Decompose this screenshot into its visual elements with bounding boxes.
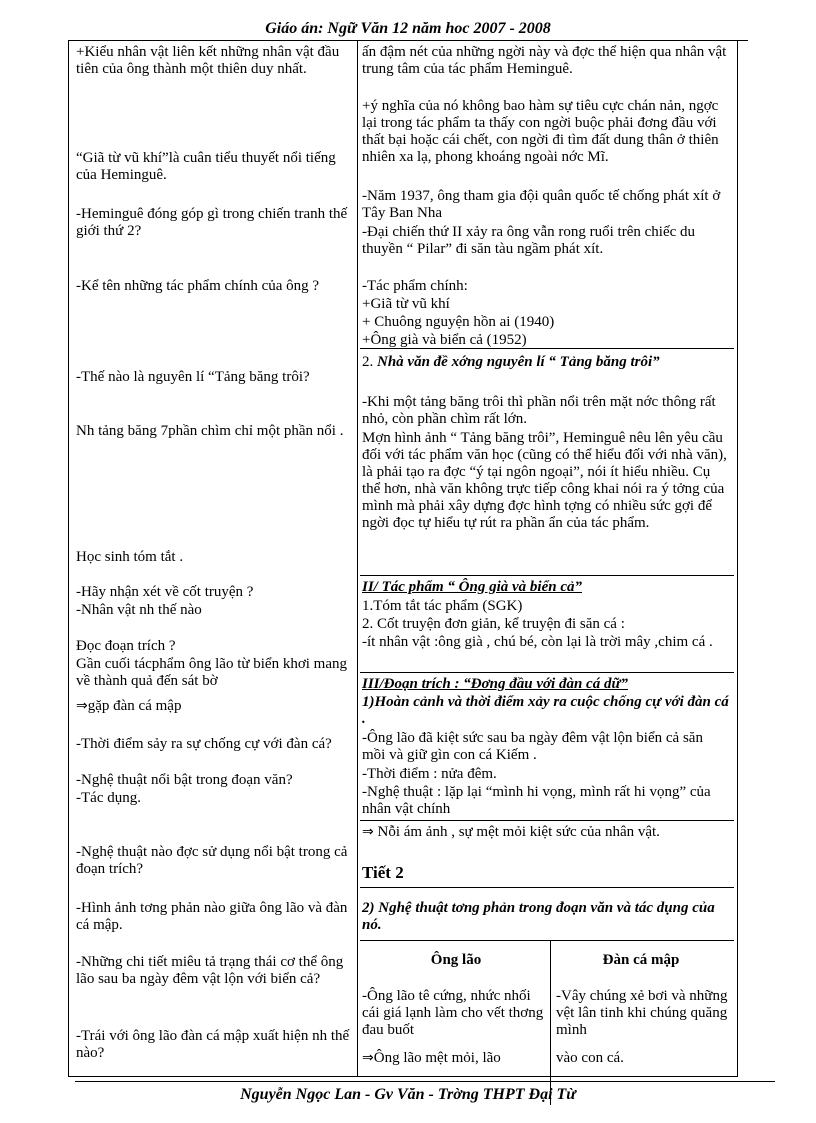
- work-summary: 1.Tóm tắt tác phẩm (SGK): [362, 598, 523, 614]
- question-sharks: -Trái với ông lão đàn cá mập xuất hiện nh thế nào?: [76, 1028, 350, 1061]
- note-iceberg: Nh tảng băng 7phần chìm chỉ một phần nổi .: [76, 423, 344, 439]
- lesson-marker: Tiết 2: [362, 863, 404, 882]
- question-contrast: -Hình ảnh tơng phản nào giữa ông lão và đàn cá mập.: [76, 900, 348, 933]
- question-farewell-novel: “Giã từ vũ khí”là cuân tiểu thuyết nổi tiếng của Heminguê.: [76, 150, 336, 183]
- question-ww2-contribution: -Heminguê đóng góp gì trong chiến tranh thế giới thứ 2?: [76, 206, 348, 239]
- question-plot: -Hãy nhận xét về cốt truyện ?: [76, 584, 254, 600]
- note-excerpt-context: Gần cuối tácphẩm ông lão từ biển khơi mang về thành quả đến sát bờ: [76, 656, 347, 689]
- answer-art: -Nghệ thuật : lặp lại “mình hi vọng, mình rất hi vọng” của nhân vật chính: [362, 784, 711, 817]
- answer-meaning: +ý nghĩa của nó không bao hàm sự tiêu cực chán nản, ngợc lại trong tác phẩm ta thấy con ngời buộc phải đơng đầu với thất bại hoặc cái chết, con ngời đi tìm đất dung thân ở thiên nhiên xa lạ, phong khoáng ngoài nớc Mĩ.: [362, 98, 719, 165]
- subsection-contrast-heading: 2) Nghệ thuật tơng phản trong đoạn văn và tác dụng của nó.: [362, 900, 715, 933]
- work-item: +Ông già và biển cả (1952): [362, 332, 527, 348]
- subtable-header-old-man: Ông lão: [430, 952, 482, 968]
- question-art-device: -Nghệ thuật nổi bật trong đoạn văn?: [76, 772, 293, 788]
- right-col-divider-2: [360, 575, 734, 576]
- answer-iceberg-explanation: Mợn hình ảnh “ Tảng băng trôi”, Heminguê nêu lên yêu cầu đối với tác phẩm văn học (cũng có thể hiểu đối với nhà văn), là phải tạo ra đợc “ý tại ngôn ngoại”, nói ít hiểu nhiều. Cụ thể hơn, nhà văn không trực tiếp công khai nói ra ý tởng của mình mà phải xây dựng đợc hình tợng có nhiều sức gợi để ngời đọc tự hiểu tự rút ra phần ẩn của tác phẩm.: [362, 430, 727, 531]
- question-old-man-state: -Những chi tiết miêu tả trạng thái cơ thể ông lão sau ba ngày đêm vật lộn với biển cả?: [76, 954, 344, 987]
- right-col-divider-4: [360, 820, 734, 821]
- right-col-divider-5: [360, 887, 734, 888]
- answer-character-impression: ấn đậm nét của những ngời này và đợc thể hiện qua nhân vật trung tâm của tác phẩm Heminguê.: [362, 44, 727, 77]
- table-left-border: [68, 40, 69, 1077]
- answer-iceberg-definition: -Khi một tảng băng trôi thì phần nổi trên mặt nớc thông rất nhỏ, còn phần chìm rất lớn.: [362, 394, 716, 427]
- question-main-works: -Kể tên những tác phẩm chính của ông ?: [76, 278, 320, 294]
- question-iceberg-principle: -Thế nào là nguyên lí “Tảng băng trôi?: [76, 369, 310, 385]
- note-summary: Học sinh tóm tắt .: [76, 549, 184, 565]
- implies-arrow-icon: ⇒: [76, 698, 88, 714]
- subtable-sharks-cell: -Vây chúng xẻ bơi và những vệt lân tinh khi chúng quăng mình: [556, 988, 728, 1038]
- answer-1937: -Năm 1937, ông tham gia đội quân quốc tế chống phát xít ở Tây Ban Nha: [362, 188, 721, 221]
- subsection-context-heading: 1)Hoàn cảnh và thời điểm xảy ra cuộc chống cự với đàn cá .: [362, 694, 729, 727]
- question-character-style: +Kiểu nhân vật liên kết những nhân vật đầu tiên của ông thành một thiên duy nhất.: [76, 44, 340, 77]
- table-right-border: [737, 40, 738, 1077]
- work-item: +Giã từ vũ khí: [362, 296, 450, 312]
- header-rule: [68, 40, 748, 41]
- section-excerpt-heading: III/Đoạn trích : “Đơng đầu với đàn cá dữ”: [362, 676, 628, 692]
- question-time-of-struggle: -Thời điểm sảy ra sự chống cự với đàn cá?: [76, 736, 332, 752]
- right-col-divider-6: [360, 940, 734, 941]
- answer-obsession: ⇒ Nỗi ám ảnh , sự mệt mỏi kiệt sức của nhân vật.: [362, 824, 660, 840]
- question-effect: -Tác dụng.: [76, 790, 141, 806]
- section-work-heading: II/ Tác phẩm “ Ông già và biển cả”: [362, 579, 582, 595]
- answer-ww2: -Đại chiến thứ II xảy ra ông vẫn rong ruổi trên chiếc du thuyền “ Pilar” đi săn tàu ngầm phát xít.: [362, 224, 696, 257]
- works-heading: -Tác phẩm chính:: [362, 278, 468, 294]
- work-characters: -ít nhân vật :ông già , chú bé, còn lại là trời mây ,chim cá .: [362, 634, 713, 650]
- work-plot: 2. Cốt truyện đơn giản, kể truyện đi săn cá :: [362, 616, 625, 632]
- answer-time: -Thời điểm : nửa đêm.: [362, 766, 497, 782]
- contrast-subtable: [362, 952, 730, 1092]
- implies-arrow-icon: ⇒: [362, 824, 374, 840]
- page-footer: Nguyễn Ngọc Lan - Gv Văn - Trờng THPT Đại Từ: [240, 1086, 576, 1103]
- right-col-divider-3: [360, 672, 734, 673]
- work-item: + Chuông nguyện hồn ai (1940): [362, 314, 555, 330]
- answer-exhausted: -Ông lão đã kiệt sức sau ba ngày đêm vật lộn biển cả săn mồi và giữ gìn con cá Kiếm .: [362, 730, 703, 763]
- implies-arrow-icon: ⇒: [362, 1050, 374, 1066]
- page-header: Giáo án: Ngữ Văn 12 năm hoc 2007 - 2008: [265, 20, 551, 37]
- section-iceberg-heading: 2. Nhà văn đề xớng nguyên lí “ Tảng băng trôi”: [362, 354, 660, 370]
- instruction-read-excerpt: Đọc đoạn trích ?: [76, 638, 176, 654]
- subtable-old-man-cell: ⇒Ông lão mệt mỏi, lão: [362, 1050, 501, 1066]
- table-middle-border: [357, 40, 358, 1077]
- question-characters: -Nhân vật nh thế nào: [76, 602, 202, 618]
- subtable-header-sharks: Đàn cá mập: [602, 952, 680, 968]
- question-art-whole-excerpt: -Nghệ thuật nào đợc sử dụng nổi bật trong cả đoạn trích?: [76, 844, 348, 877]
- subtable-old-man-cell: -Ông lão tê cứng, nhức nhối cái giá lạnh làm cho vết thơng đau buốt: [362, 988, 544, 1038]
- note-shark-encounter: ⇒gặp đàn cá mập: [76, 698, 182, 714]
- subtable-sharks-cell: vào con cá.: [556, 1050, 624, 1066]
